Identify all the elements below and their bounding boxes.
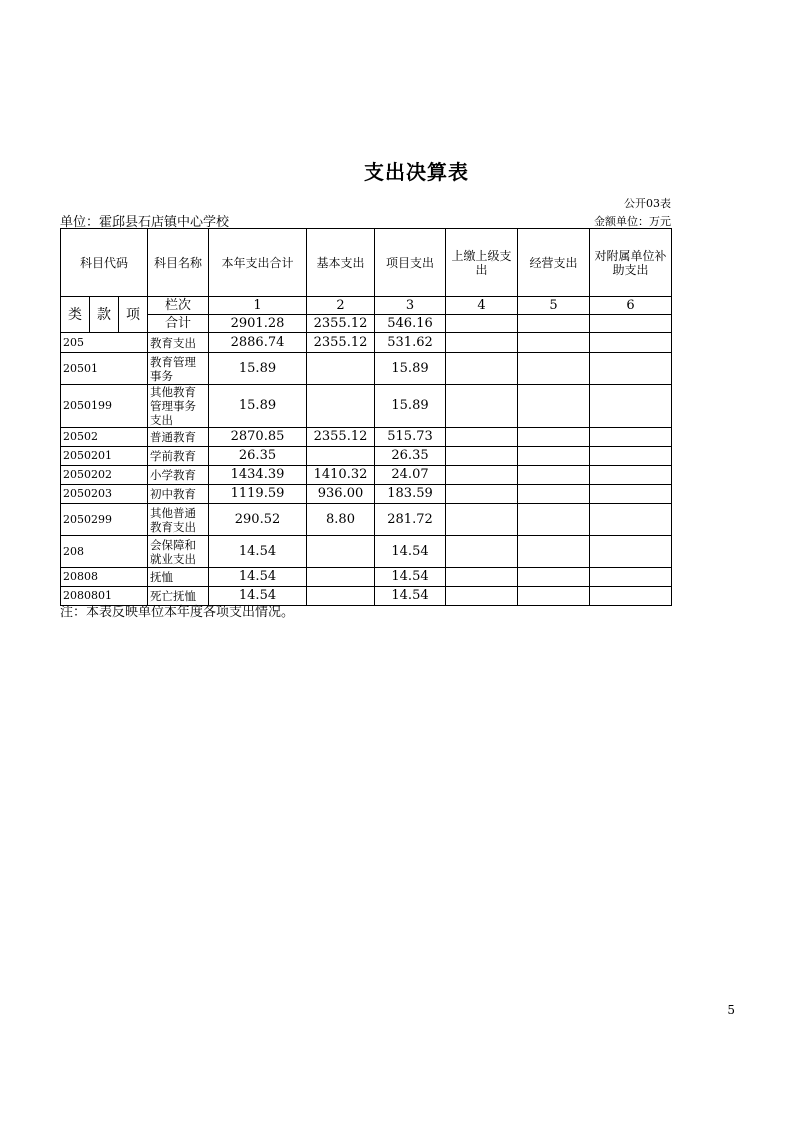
row-business (518, 536, 590, 568)
money-unit-label: 金额单位：万元 (594, 215, 671, 228)
col-number-5: 5 (518, 297, 590, 315)
row-upper (446, 466, 518, 485)
row-total: 2886.74 (209, 333, 307, 353)
row-total: 26.35 (209, 447, 307, 466)
row-name: 学前教育 (148, 447, 209, 466)
row-code: 208 (61, 536, 148, 568)
col-number-4: 4 (446, 297, 518, 315)
row-project: 281.72 (375, 504, 446, 536)
row-business (518, 353, 590, 385)
row-total: 1434.39 (209, 466, 307, 485)
row-code: 205 (61, 333, 148, 353)
row-basic (307, 447, 375, 466)
row-business (518, 504, 590, 536)
row-code: 2050201 (61, 447, 148, 466)
row-basic: 8.80 (307, 504, 375, 536)
table-row (61, 428, 672, 447)
row-upper (446, 447, 518, 466)
row-project: 515.73 (375, 428, 446, 447)
row-code: 20502 (61, 428, 148, 447)
header-row (61, 229, 672, 297)
row-subsidiary (590, 353, 672, 385)
row-subsidiary (590, 333, 672, 353)
row-project: 15.89 (375, 353, 446, 385)
row-business (518, 333, 590, 353)
row-total: 290.52 (209, 504, 307, 536)
total-total: 2901.28 (209, 315, 307, 333)
row-total: 1119.59 (209, 485, 307, 504)
header-subject-name: 科目名称 (148, 229, 209, 297)
total-subsidiary (590, 315, 672, 333)
col-number-2: 2 (307, 297, 375, 315)
row-total: 14.54 (209, 568, 307, 587)
header-basic: 基本支出 (307, 229, 375, 297)
table-row (61, 447, 672, 466)
row-basic (307, 353, 375, 385)
table-row (61, 504, 672, 536)
row-project: 14.54 (375, 568, 446, 587)
total-row (61, 315, 672, 333)
row-name: 其他教育管理事务支出 (148, 385, 209, 428)
table-row (61, 536, 672, 568)
row-business (518, 568, 590, 587)
row-name: 抚恤 (148, 568, 209, 587)
row-project: 24.07 (375, 466, 446, 485)
row-upper (446, 385, 518, 428)
row-name: 其他普通教育支出 (148, 504, 209, 536)
row-basic: 1410.32 (307, 466, 375, 485)
row-subsidiary (590, 587, 672, 606)
row-total: 15.89 (209, 385, 307, 428)
row-project: 531.62 (375, 333, 446, 353)
row-code: 2080801 (61, 587, 148, 606)
row-basic (307, 568, 375, 587)
row-subsidiary (590, 568, 672, 587)
header-lei: 类 (61, 297, 90, 333)
expenditure-table (60, 228, 672, 606)
row-name: 普通教育 (148, 428, 209, 447)
row-project: 183.59 (375, 485, 446, 504)
row-code: 20808 (61, 568, 148, 587)
column-number-row (61, 297, 672, 315)
form-number: 公开03表 (624, 197, 671, 210)
table-row (61, 353, 672, 385)
page-title: 支出决算表 (364, 160, 469, 184)
row-basic: 2355.12 (307, 428, 375, 447)
row-project: 14.54 (375, 536, 446, 568)
row-total: 15.89 (209, 353, 307, 385)
row-subsidiary (590, 536, 672, 568)
row-code: 20501 (61, 353, 148, 385)
row-subsidiary (590, 466, 672, 485)
row-name: 小学教育 (148, 466, 209, 485)
header-subsidiary: 对附属单位补助支出 (590, 229, 672, 297)
row-subsidiary (590, 447, 672, 466)
table-row (61, 466, 672, 485)
total-business (518, 315, 590, 333)
table-row (61, 333, 672, 353)
row-name: 教育支出 (148, 333, 209, 353)
row-upper (446, 504, 518, 536)
row-upper (446, 536, 518, 568)
col-number-6: 6 (590, 297, 672, 315)
row-project: 26.35 (375, 447, 446, 466)
row-upper (446, 587, 518, 606)
page-number: 5 (727, 1003, 735, 1017)
row-business (518, 485, 590, 504)
row-basic: 936.00 (307, 485, 375, 504)
row-total: 14.54 (209, 587, 307, 606)
header-subject-code: 科目代码 (61, 229, 148, 297)
row-business (518, 587, 590, 606)
row-name: 会保障和就业支出 (148, 536, 209, 568)
row-total: 2870.85 (209, 428, 307, 447)
table-row (61, 568, 672, 587)
total-label: 合计 (148, 315, 209, 333)
row-code: 2050199 (61, 385, 148, 428)
row-code: 2050202 (61, 466, 148, 485)
header-upper: 上缴上级支出 (446, 229, 518, 297)
row-upper (446, 353, 518, 385)
row-basic: 2355.12 (307, 333, 375, 353)
header-lanci: 栏次 (148, 297, 209, 315)
row-business (518, 447, 590, 466)
table-row (61, 485, 672, 504)
row-business (518, 385, 590, 428)
col-number-3: 3 (375, 297, 446, 315)
row-basic (307, 385, 375, 428)
row-upper (446, 568, 518, 587)
row-upper (446, 333, 518, 353)
col-number-1: 1 (209, 297, 307, 315)
header-total: 本年支出合计 (209, 229, 307, 297)
total-upper (446, 315, 518, 333)
header-business: 经营支出 (518, 229, 590, 297)
row-subsidiary (590, 428, 672, 447)
header-kuan: 款 (90, 297, 119, 333)
row-name: 教育管理事务 (148, 353, 209, 385)
table-row (61, 385, 672, 428)
row-upper (446, 485, 518, 504)
row-name: 死亡抚恤 (148, 587, 209, 606)
row-upper (446, 428, 518, 447)
row-project: 14.54 (375, 587, 446, 606)
header-xiang: 项 (119, 297, 148, 333)
row-basic (307, 536, 375, 568)
row-project: 15.89 (375, 385, 446, 428)
row-subsidiary (590, 485, 672, 504)
total-project: 546.16 (375, 315, 446, 333)
row-code: 2050299 (61, 504, 148, 536)
unit-label: 单位：霍邱县石店镇中心学校 (60, 215, 230, 230)
row-total: 14.54 (209, 536, 307, 568)
row-basic (307, 587, 375, 606)
table-note: 注：本表反映单位本年度各项支出情况。 (60, 605, 295, 620)
header-project: 项目支出 (375, 229, 446, 297)
total-basic: 2355.12 (307, 315, 375, 333)
row-business (518, 466, 590, 485)
row-subsidiary (590, 504, 672, 536)
row-name: 初中教育 (148, 485, 209, 504)
row-code: 2050203 (61, 485, 148, 504)
row-subsidiary (590, 385, 672, 428)
row-business (518, 428, 590, 447)
